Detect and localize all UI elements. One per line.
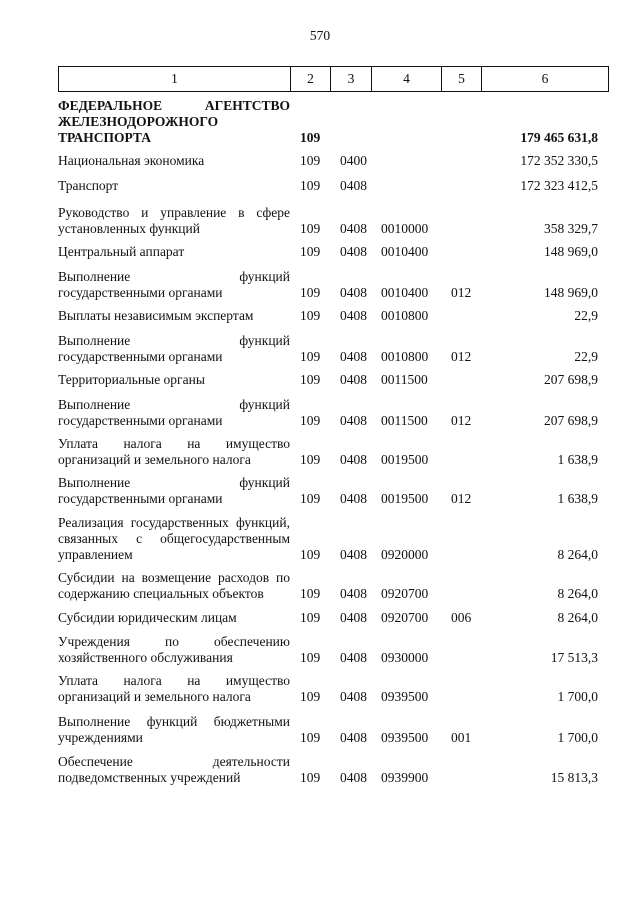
row-col-6: 148 969,0 bbox=[544, 244, 598, 259]
row-col-4: 0011500 bbox=[381, 413, 428, 428]
column-header-4: 4 bbox=[372, 67, 442, 92]
row-col-3: 0408 bbox=[340, 650, 367, 665]
row-col-2: 109 bbox=[300, 610, 321, 625]
row-description: Субсидии на возмещение расходов по содержанию специальных объектов bbox=[58, 570, 290, 601]
row-col-4: 0939500 bbox=[381, 689, 429, 704]
row-col-2: 109 bbox=[300, 586, 321, 601]
column-header-row bbox=[59, 67, 609, 92]
row-col-2: 109 bbox=[300, 413, 321, 428]
row-col-6: 1 700,0 bbox=[557, 689, 598, 704]
row-col-4: 0930000 bbox=[381, 650, 429, 665]
page-number: 570 bbox=[309, 28, 331, 43]
row-col-4: 0010400 bbox=[381, 285, 429, 300]
column-header-6: 6 bbox=[482, 67, 609, 92]
row-col-6: 1 638,9 bbox=[557, 491, 598, 506]
table-row bbox=[58, 634, 608, 666]
row-col-2: 109 bbox=[300, 349, 321, 364]
column-header-5: 5 bbox=[442, 67, 482, 92]
row-col-3: 0408 bbox=[340, 452, 367, 467]
table-row bbox=[58, 436, 608, 468]
row-col-3: 0408 bbox=[340, 770, 367, 785]
row-col-2: 109 bbox=[300, 285, 321, 300]
table-row bbox=[58, 153, 608, 169]
row-col-4: 0920700 bbox=[381, 586, 429, 601]
table-row bbox=[58, 372, 608, 388]
table-row bbox=[58, 515, 608, 563]
row-col-2: 109 bbox=[300, 308, 321, 323]
table-row bbox=[58, 98, 608, 146]
row-col-3: 0408 bbox=[340, 586, 367, 601]
table-row bbox=[58, 673, 608, 705]
row-col-2: 109 bbox=[300, 178, 321, 193]
row-col-3: 0408 bbox=[340, 610, 367, 625]
row-col-3: 0408 bbox=[340, 244, 367, 259]
row-description: Территориальные органы bbox=[58, 372, 205, 387]
row-col-6: 8 264,0 bbox=[557, 610, 598, 625]
row-col-4: 0010800 bbox=[381, 308, 429, 323]
row-col-6: 15 813,3 bbox=[550, 770, 598, 785]
row-col-5: 012 bbox=[451, 413, 472, 428]
row-description: Национальная экономика bbox=[58, 153, 205, 168]
row-col-2: 109 bbox=[300, 650, 321, 665]
table-row bbox=[58, 714, 608, 746]
row-col-3: 0408 bbox=[340, 349, 367, 364]
row-description: Выполнение функций государственными органами bbox=[58, 475, 290, 506]
table-row bbox=[58, 269, 608, 301]
row-col-4: 0920000 bbox=[381, 547, 429, 562]
row-col-2: 109 bbox=[300, 221, 321, 236]
row-description: Выполнение функций бюджетными учреждениями bbox=[58, 714, 290, 745]
row-description: Уплата налога на имущество организаций и земельного налога bbox=[58, 436, 290, 467]
row-col-4: 0920700 bbox=[381, 610, 429, 625]
row-description: Транспорт bbox=[58, 178, 119, 193]
row-description: Учреждения по обеспечению хозяйственного обслуживания bbox=[58, 634, 290, 665]
row-col-2: 109 bbox=[300, 130, 321, 145]
row-col-3: 0408 bbox=[340, 178, 367, 193]
row-col-4: 0010800 bbox=[381, 349, 429, 364]
row-col-2: 109 bbox=[300, 452, 321, 467]
row-description: Руководство и управление в сфере установленных функций bbox=[58, 205, 290, 236]
table-row bbox=[58, 308, 608, 324]
row-col-2: 109 bbox=[300, 244, 321, 259]
row-col-3: 0408 bbox=[340, 221, 367, 236]
row-description: Выполнение функций государственными органами bbox=[58, 269, 290, 300]
row-col-2: 109 bbox=[300, 689, 321, 704]
row-col-3: 0408 bbox=[340, 413, 367, 428]
table-row bbox=[58, 570, 608, 602]
row-col-3: 0400 bbox=[340, 153, 367, 168]
row-col-3: 0408 bbox=[340, 689, 367, 704]
table-row bbox=[58, 475, 608, 507]
row-col-6: 172 323 412,5 bbox=[520, 178, 598, 193]
row-description: Субсидии юридическим лицам bbox=[58, 610, 237, 625]
row-col-6: 1 638,9 bbox=[557, 452, 598, 467]
table-row bbox=[58, 610, 608, 626]
row-col-6: 8 264,0 bbox=[557, 586, 598, 601]
row-col-6: 207 698,9 bbox=[544, 372, 598, 387]
row-col-3: 0408 bbox=[340, 547, 367, 562]
table-row bbox=[58, 333, 608, 365]
row-col-2: 109 bbox=[300, 153, 321, 168]
row-col-6: 179 465 631,8 bbox=[520, 130, 598, 145]
row-col-6: 207 698,9 bbox=[544, 413, 598, 428]
table-row bbox=[58, 178, 608, 194]
row-description: Уплата налога на имущество организаций и земельного налога bbox=[58, 673, 290, 704]
row-col-3: 0408 bbox=[340, 730, 367, 745]
row-description: Реализация государственных функций, связанных с общегосударственным управлением bbox=[58, 515, 290, 562]
row-col-3: 0408 bbox=[340, 491, 367, 506]
row-col-2: 109 bbox=[300, 491, 321, 506]
row-description: Выполнение функций государственными органами bbox=[58, 397, 290, 428]
table-row bbox=[58, 205, 608, 237]
row-col-3: 0408 bbox=[340, 285, 367, 300]
row-col-6: 22,9 bbox=[574, 308, 598, 323]
row-col-6: 1 700,0 bbox=[557, 730, 598, 745]
row-col-6: 148 969,0 bbox=[544, 285, 598, 300]
row-description: Обеспечение деятельности подведомственных учреждений bbox=[58, 754, 290, 785]
column-header-table bbox=[58, 66, 609, 92]
row-col-6: 172 352 330,5 bbox=[520, 153, 598, 168]
row-col-5: 006 bbox=[451, 610, 472, 625]
row-col-4: 0010400 bbox=[381, 244, 429, 259]
row-description: Выполнение функций государственными органами bbox=[58, 333, 290, 364]
row-col-5: 001 bbox=[451, 730, 472, 745]
row-col-5: 012 bbox=[451, 491, 472, 506]
column-header-1: 1 bbox=[59, 67, 291, 92]
row-col-3: 0408 bbox=[340, 308, 367, 323]
row-col-6: 358 329,7 bbox=[544, 221, 598, 236]
table-row bbox=[58, 397, 608, 429]
row-col-4: 0019500 bbox=[381, 491, 429, 506]
row-col-5: 012 bbox=[451, 285, 472, 300]
row-col-3: 0408 bbox=[340, 372, 367, 387]
row-description: Центральный аппарат bbox=[58, 244, 185, 259]
row-col-2: 109 bbox=[300, 770, 321, 785]
row-col-5: 012 bbox=[451, 349, 472, 364]
row-col-4: 0010000 bbox=[381, 221, 429, 236]
row-col-2: 109 bbox=[300, 547, 321, 562]
row-col-2: 109 bbox=[300, 730, 321, 745]
column-header-3: 3 bbox=[331, 67, 372, 92]
table-row bbox=[58, 244, 608, 260]
row-col-2: 109 bbox=[300, 372, 321, 387]
row-description: ФЕДЕРАЛЬНОЕ АГЕНТСТВО ЖЕЛЕЗНОДОРОЖНОГО ТРАНСПОРТА bbox=[58, 98, 290, 145]
row-col-4: 0011500 bbox=[381, 372, 428, 387]
row-col-6: 8 264,0 bbox=[557, 547, 598, 562]
row-col-6: 17 513,3 bbox=[550, 650, 598, 665]
row-description: Выплаты независимым экспертам bbox=[58, 308, 254, 323]
column-header-2: 2 bbox=[291, 67, 331, 92]
row-col-6: 22,9 bbox=[574, 349, 598, 364]
table-row bbox=[58, 754, 608, 786]
row-col-4: 0939900 bbox=[381, 770, 429, 785]
row-col-4: 0019500 bbox=[381, 452, 429, 467]
row-col-4: 0939500 bbox=[381, 730, 429, 745]
